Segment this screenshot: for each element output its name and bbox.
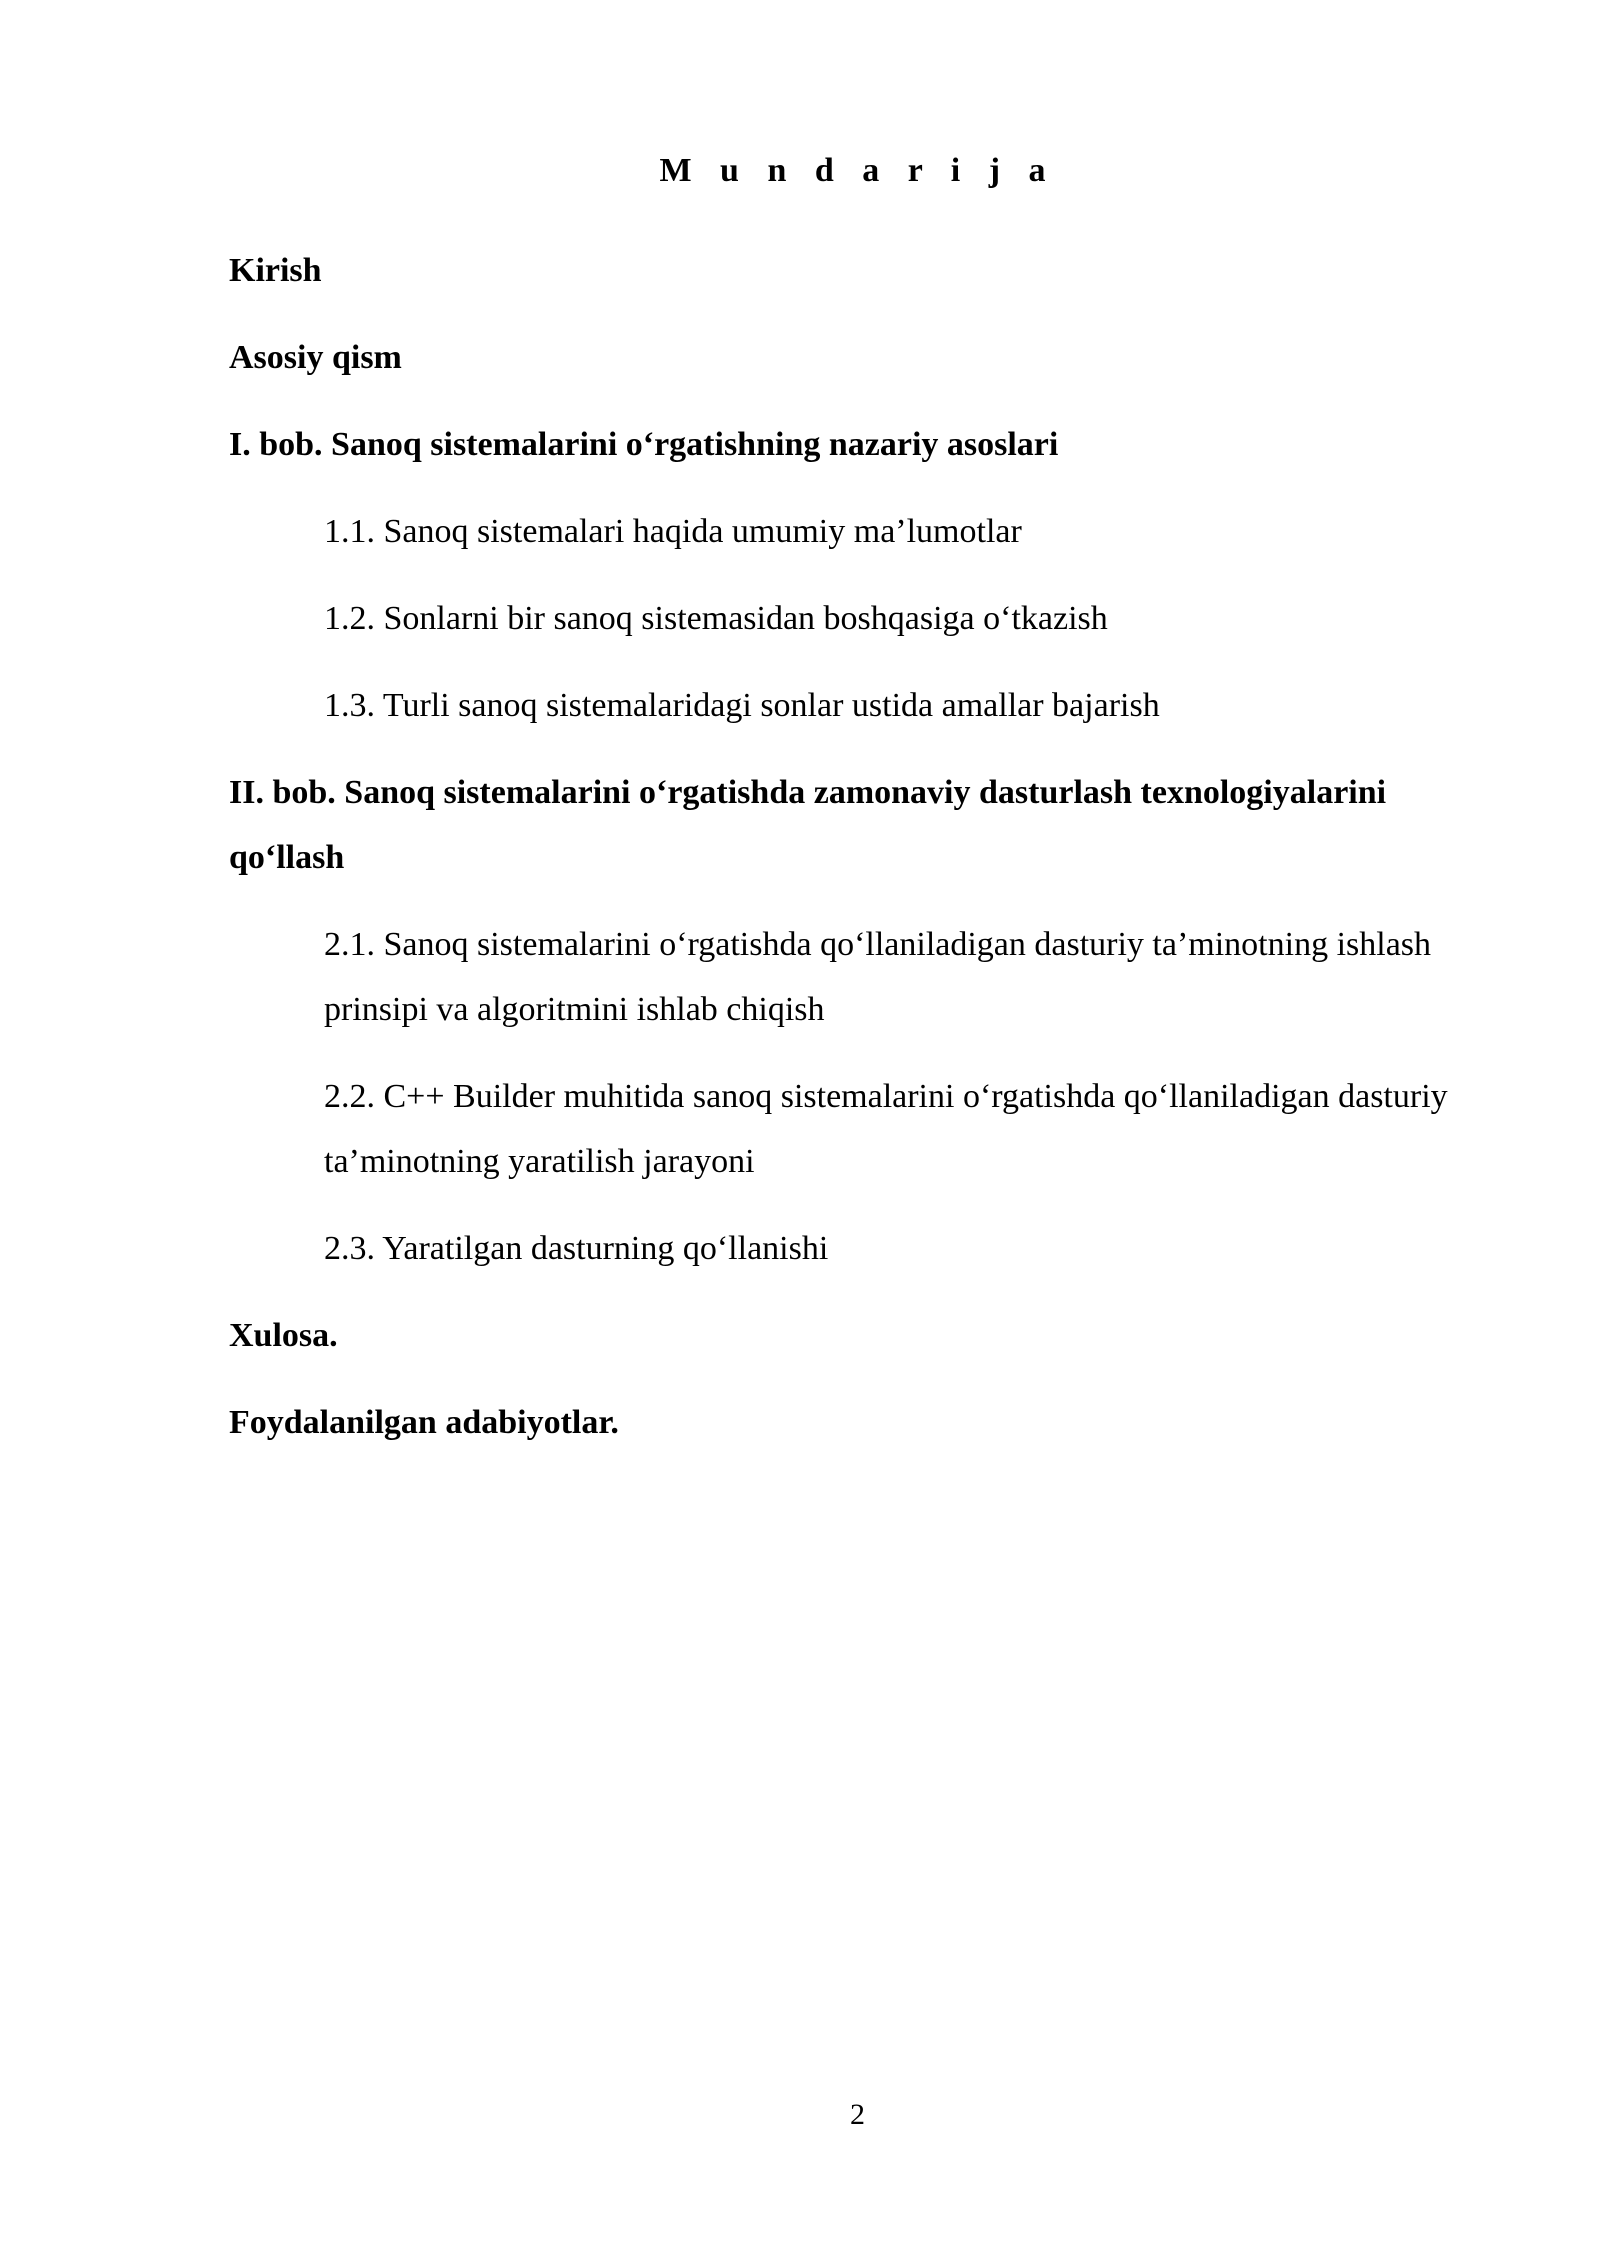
page-title: M u n d a r i j a (659, 152, 1056, 189)
toc-entry-section-2-2: 2.2. C++ Builder muhitida sanoq sistemalarini o‘rgatishda qo‘llaniladigan dasturiy ta’minotning yaratilish jarayoni (324, 1078, 1448, 1180)
toc-entry-asosiy-qism: Asosiy qism (229, 339, 402, 376)
page-number: 2 (850, 2098, 865, 2131)
toc-entry-adabiyotlar: Foydalanilgan adabiyotlar. (229, 1404, 619, 1441)
toc-entry-section-1-3: 1.3. Turli sanoq sistemalaridagi sonlar ustida amallar bajarish (324, 687, 1160, 724)
toc-entry-xulosa: Xulosa. (229, 1317, 338, 1354)
toc-entry-section-2-1: 2.1. Sanoq sistemalarini o‘rgatishda qo‘llaniladigan dasturiy ta’minotning ishlash prinsipi va algoritmini ishlab chiqish (324, 926, 1432, 1028)
table-of-contents (229, 238, 1459, 1477)
toc-entry-section-1-1: 1.1. Sanoq sistemalari haqida umumiy ma’lumotlar (324, 513, 1022, 550)
toc-entry-chapter-1: I. bob. Sanoq sistemalarini o‘rgatishning nazariy asoslari (229, 426, 1059, 463)
toc-entry-section-2-3: 2.3. Yaratilgan dasturning qo‘llanishi (324, 1230, 829, 1267)
toc-entry-chapter-2: II. bob. Sanoq sistemalarini o‘rgatishda zamonaviy dasturlash texnologiyalarini qo‘llash (229, 774, 1387, 876)
toc-entry-kirish: Kirish (229, 252, 322, 289)
toc-entry-section-1-2: 1.2. Sonlarni bir sanoq sistemasidan boshqasiga o‘tkazish (324, 600, 1108, 637)
